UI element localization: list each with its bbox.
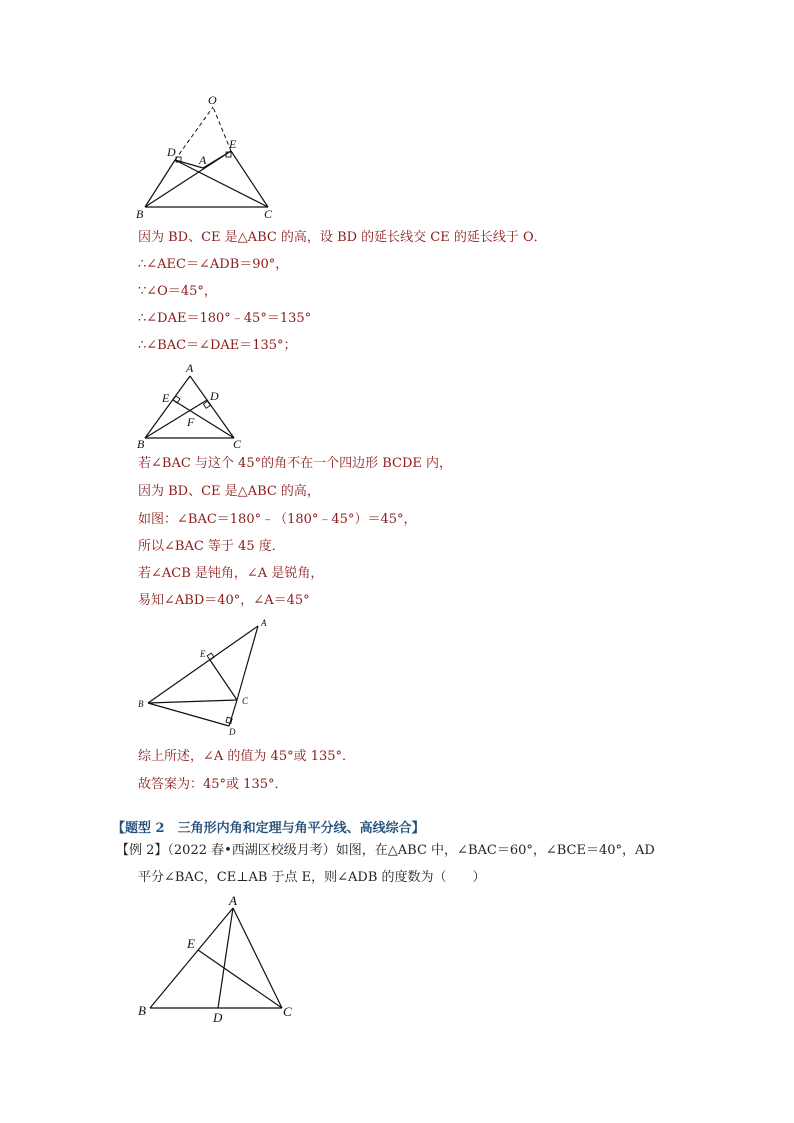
segment-ec [198,950,282,1008]
segment-ba [148,626,258,703]
label-a: A [261,618,267,628]
segment-cd [175,160,268,207]
label-d: D [167,145,176,159]
label-e: E [200,649,206,659]
solution-line-7: 因为 BD、CE 是△ABC 的高， [138,484,320,499]
segment-bd [148,703,229,726]
label-e: E [187,936,195,951]
solution-line-13: 故答案为：45°或 135°． [138,777,288,792]
figure-example-triangle [130,890,300,1025]
label-c: C [264,207,273,221]
label-o: O [208,93,217,107]
section-heading: 【题型 2 三角形内角和定理与角平分线、高线综合】 [112,821,425,836]
example-line-2: 平分∠BAC，CE⊥AB 于点 E，则∠ADB 的度数为（ ） [138,870,486,885]
label-f: F [187,415,195,429]
segment-cd [229,700,237,726]
solution-line-6: 若∠BAC 与这个 45°的角不在一个四边形 BCDE 内， [138,456,453,471]
solution-line-12: 综上所述，∠A 的值为 45°或 135°． [138,749,356,764]
label-b: B [138,1003,146,1018]
solution-line-1: 因为 BD、CE 是△ABC 的高，设 BD 的延长线交 CE 的延长线于 O． [138,230,547,245]
dashed-do [175,107,213,160]
label-c: C [242,696,249,706]
solution-line-4: ∴∠DAE＝180°﹣45°＝135° [138,311,312,326]
segment-bd [145,400,207,438]
figure-obtuse-acb [130,612,280,742]
segment-ac [237,626,258,700]
label-e: E [229,137,237,151]
solution-line-11: 易知∠ABD＝40°，∠A＝45° [138,593,310,608]
segment-ac [233,908,282,1008]
solution-line-10: 若∠ACB 是钝角，∠A 是锐角， [138,566,324,581]
right-angle-mark-d [226,717,232,723]
solution-line-3: ∵∠O＝45°， [138,284,217,299]
solution-line-2: ∴∠AEC＝∠ADB＝90°， [138,257,289,272]
label-a: A [199,153,207,167]
solution-line-9: 所以∠BAC 等于 45 度． [138,539,285,554]
label-a: A [229,893,237,908]
solution-line-8: 如图：∠BAC＝180°﹣（180°﹣45°）＝45°， [138,512,417,527]
label-b: B [138,699,144,709]
solution-line-5: ∴∠BAC＝∠DAE＝135°； [138,338,297,353]
label-a: A [186,361,194,375]
label-c: C [283,1004,292,1019]
label-b: B [136,207,144,221]
label-e: E [162,391,170,405]
label-c: C [233,437,242,451]
segment-ec [210,660,237,700]
segment-ce-side [231,151,268,207]
label-b: B [137,437,145,451]
label-d: D [213,1010,223,1025]
segment-ae [203,151,231,168]
label-d: D [210,389,219,403]
segment-bc [148,700,237,703]
label-d: D [229,727,236,737]
figure-acute-triangle-f [130,360,250,452]
segment-ce [173,400,234,438]
figure-obtuse-triangle-o [130,90,290,225]
segment-bd-side [145,160,175,207]
example-line-1: 【例 2】（2022 春•西湖区校级月考）如图，在△ABC 中，∠BAC＝60°，∠BCE＝40°，AD [116,843,655,858]
